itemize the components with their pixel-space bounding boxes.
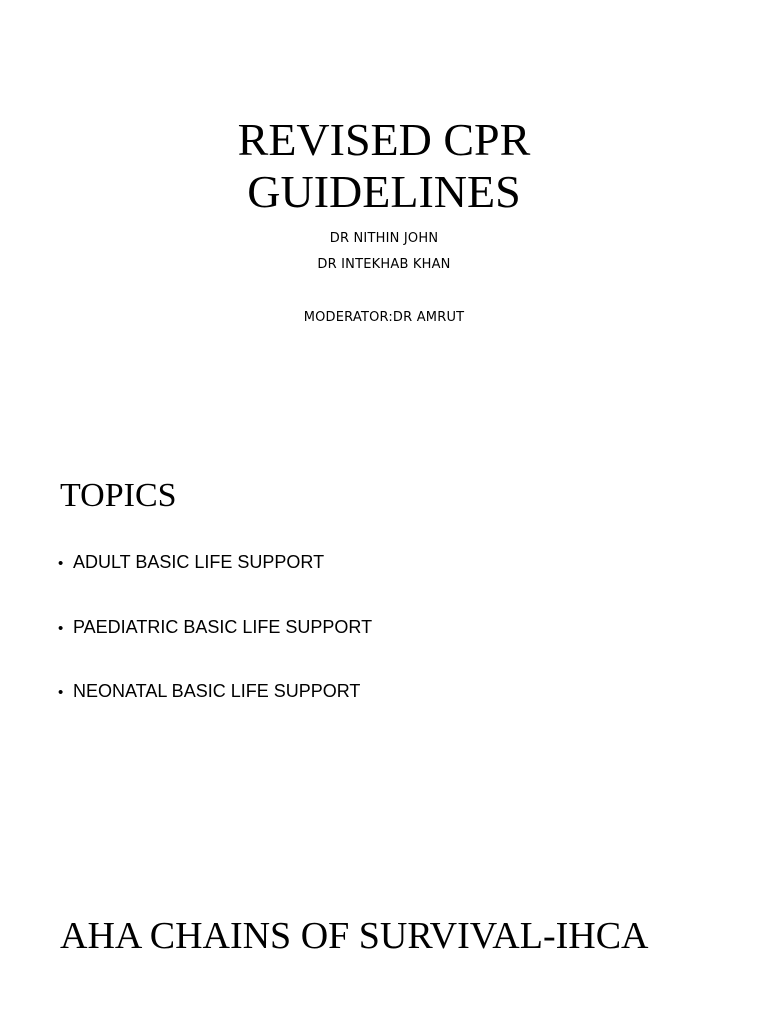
- topic-label: NEONATAL BASIC LIFE SUPPORT: [73, 681, 361, 701]
- topic-label: PAEDIATRIC BASIC LIFE SUPPORT: [73, 617, 373, 637]
- list-item: [58, 680, 360, 704]
- chains-of-survival-title: AHA CHAINS OF SURVIVAL-IHCA: [60, 915, 649, 957]
- topics-slide: [0, 420, 768, 840]
- title-slide: [0, 0, 768, 420]
- bullet-icon: •: [58, 684, 64, 701]
- chains-of-survival-slide: [0, 840, 768, 1024]
- topics-heading: TOPICS: [60, 477, 177, 514]
- topic-label: ADULT BASIC LIFE SUPPORT: [73, 552, 325, 572]
- slide-title-line-2: GUIDELINES: [247, 166, 521, 217]
- moderator-name: MODERATOR:DR AMRUT: [303, 310, 465, 325]
- slide-title: [0, 114, 768, 218]
- presenter-name-1: DR NITHIN JOHN: [329, 231, 439, 246]
- bullet-icon: •: [58, 555, 64, 572]
- slide-title-line-1: REVISED CPR: [237, 114, 531, 165]
- bullet-icon: •: [58, 620, 64, 637]
- list-item: [58, 551, 324, 575]
- list-item: [58, 616, 372, 640]
- presenter-name-2: DR INTEKHAB KHAN: [317, 257, 451, 272]
